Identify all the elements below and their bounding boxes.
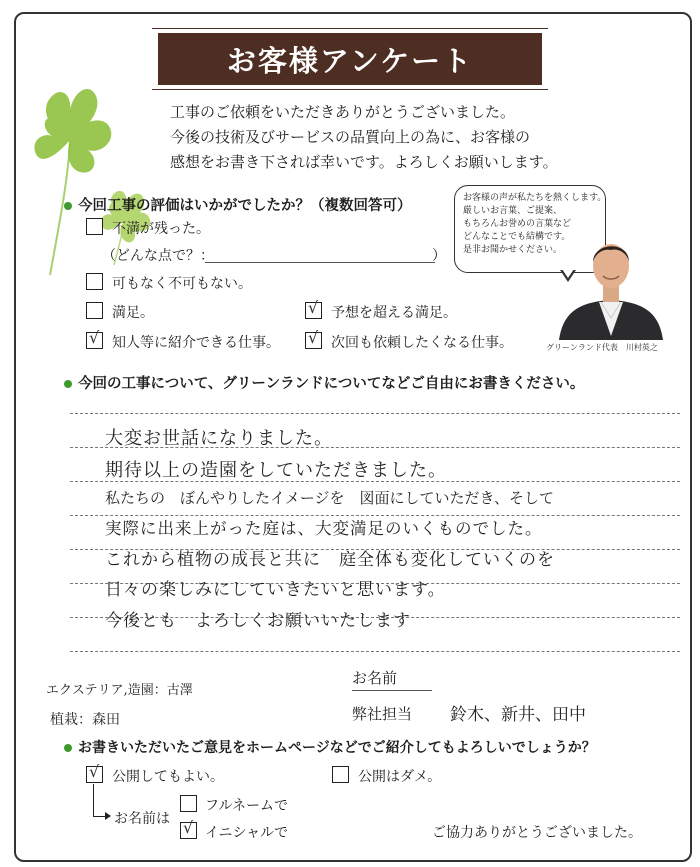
- label-recommend: 知人等に紹介できる仕事。: [112, 335, 280, 351]
- staff-label: 弊社担当: [352, 705, 413, 723]
- comment-line: 日々の楽しみにしていきたいと思います。: [105, 580, 446, 600]
- label-dissatisfied: 不満が残った。: [112, 221, 210, 237]
- name-prefix-label: お名前は: [114, 811, 170, 827]
- bullet-icon: [64, 202, 72, 210]
- comment-line: 私たちの ぼんやりしたイメージを 図面にしていただき、そして: [105, 489, 554, 507]
- check-mark-icon: √: [89, 328, 100, 347]
- label-fullname: フルネームで: [205, 798, 289, 814]
- comment-line: 期待以上の造園をしていただきました。: [105, 460, 447, 481]
- label-average: 可もなく不可もない。: [112, 276, 252, 292]
- checkbox-fullname[interactable]: [180, 795, 197, 812]
- which-point-label: （どんな点で？：: [102, 248, 214, 264]
- intro-text: 工事のご依頼をいただきありがとうございました。 今後の技術及びサービスの品質向上の為に、お客様の 感想をお書き下されば幸いです。よろしくお願いします。: [170, 103, 558, 171]
- page-title: お客様アンケート: [158, 33, 542, 85]
- which-point-line[interactable]: [205, 262, 435, 263]
- writing-line: [70, 413, 680, 414]
- check-mark-icon: √: [308, 328, 319, 347]
- comment-line: 実際に出来上がった庭は、大変満足のいくものでした。: [105, 519, 543, 538]
- comment-line: 大変お世話になりました。: [105, 428, 333, 449]
- staff-note-exterior: エクステリア,造園：古澤: [46, 683, 193, 698]
- president-caption: グリーンランド代表 川村英之: [546, 343, 658, 352]
- thanks-text: ご協力ありがとうございました。: [432, 825, 642, 841]
- checkbox-beyond[interactable]: [305, 298, 322, 319]
- checkbox-satisfied[interactable]: [86, 302, 103, 319]
- checkbox-again[interactable]: [305, 328, 322, 349]
- label-satisfied: 満足。: [112, 305, 154, 321]
- name-underline[interactable]: [352, 690, 432, 691]
- checkbox-initials[interactable]: [180, 818, 197, 839]
- q2-heading: 今回の工事について、グリーンランドについてなどご自由にお書きください。: [64, 372, 584, 393]
- bullet-icon: [64, 380, 72, 388]
- staff-note-planting: 植栽：森田: [50, 712, 120, 728]
- person-photo: [555, 232, 667, 340]
- which-point-close: ）: [432, 248, 446, 264]
- checkbox-recommend[interactable]: [86, 328, 103, 349]
- label-again: 次回も依頼したくなる仕事。: [331, 335, 513, 351]
- name-label: お名前: [352, 669, 398, 687]
- q3-heading: お書きいただいたご意見をホームページなどでご紹介してもよろしいでしょうか？: [64, 737, 596, 757]
- checkbox-publish-no[interactable]: [332, 766, 349, 783]
- speech-bubble: お客様の声が私たちを熱くします。 厳しいお言葉、ご提案、 もちろんお誉めの言葉など どんなことでも結構です。 是非お聞かせください。: [454, 185, 606, 273]
- label-beyond: 予想を超える満足。: [331, 305, 457, 321]
- checkbox-publish-ok[interactable]: [86, 762, 103, 783]
- staff-names: 鈴木、新井、田中: [450, 705, 586, 725]
- q1-heading: 今回工事の評価はいかがでしたか？（複数回答可）: [64, 194, 412, 215]
- bullet-icon: [64, 744, 72, 752]
- label-publish-no: 公開はダメ。: [358, 769, 442, 785]
- check-mark-icon: √: [183, 818, 194, 837]
- arrow-head-icon: [105, 812, 111, 820]
- arrow-line: [93, 784, 94, 816]
- check-mark-icon: √: [89, 762, 100, 781]
- writing-line: [70, 651, 680, 652]
- check-mark-icon: √: [308, 298, 319, 317]
- comment-line: 今後とも よろしくお願いいたします: [105, 611, 411, 631]
- checkbox-dissatisfied[interactable]: [86, 218, 103, 235]
- label-initials: イニシャルで: [205, 825, 289, 841]
- label-publish-ok: 公開してもよい。: [112, 769, 224, 785]
- comment-line: これから植物の成長と共に 庭全体も変化していくのを: [105, 550, 555, 570]
- checkbox-average[interactable]: [86, 273, 103, 290]
